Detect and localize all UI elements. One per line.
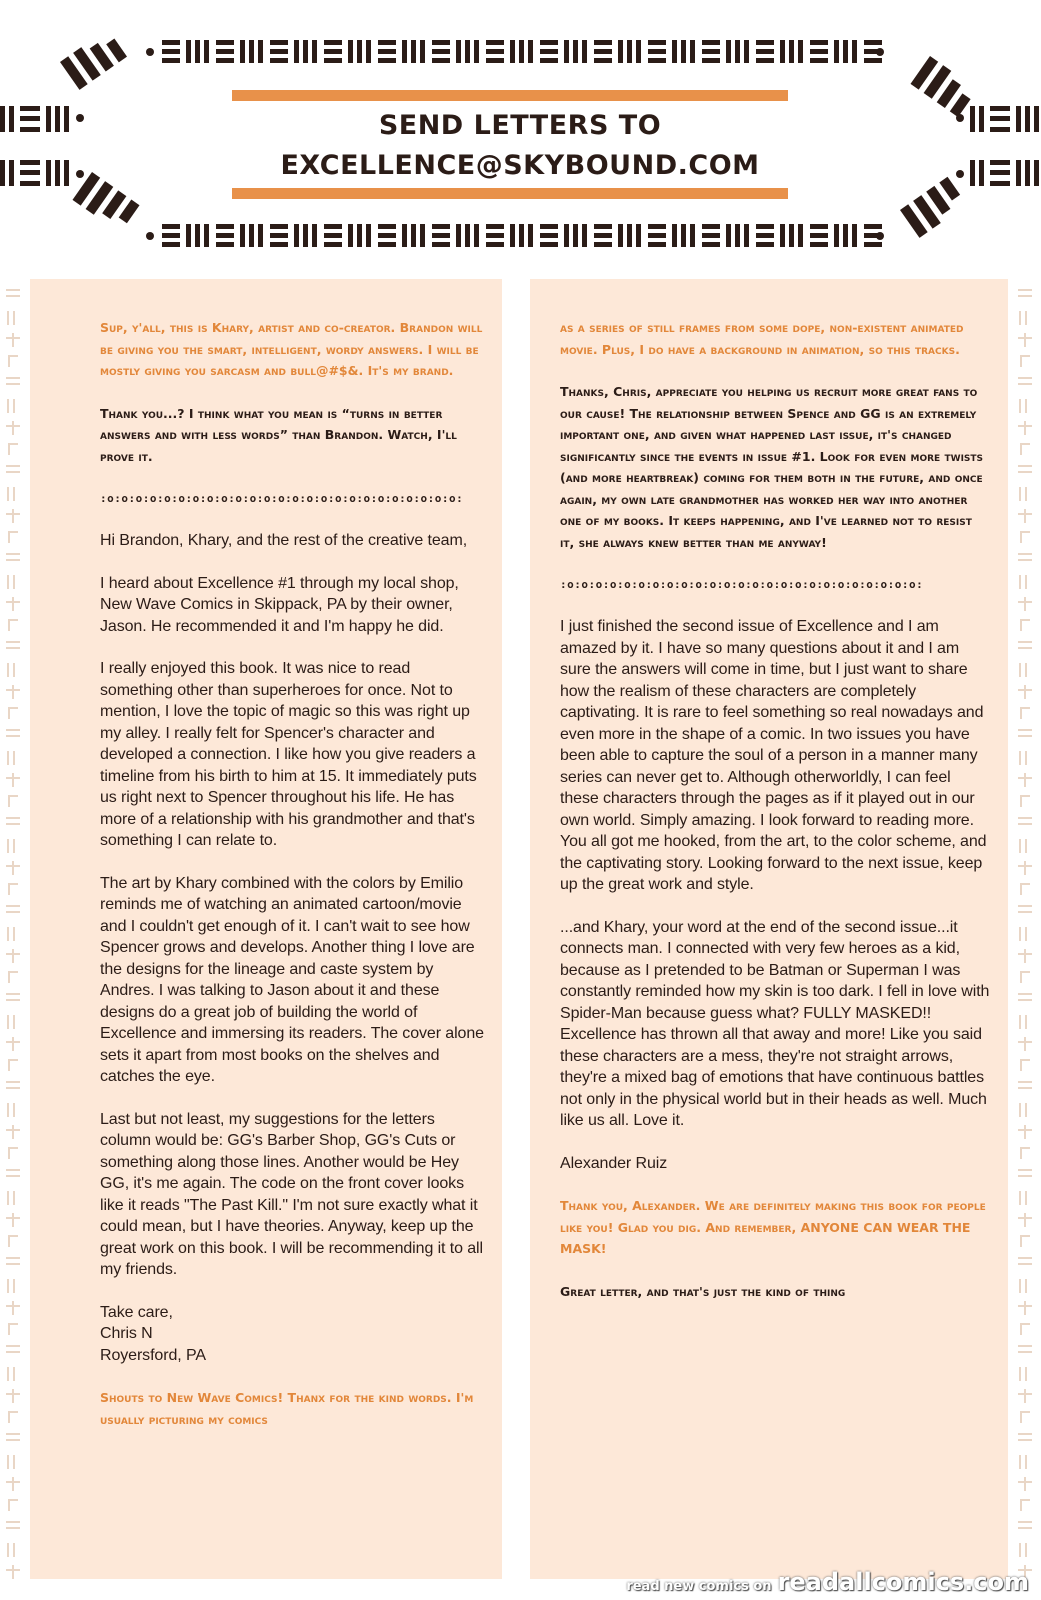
header-title (235, 106, 805, 186)
letter-author-location: Royersford, PA (100, 1346, 206, 1364)
khary-intro: Sup, y'all, this is Khary, artist and co-creator. Brandon will be giving you the smart, intelligent, wordy answers. I will be mostly giving you sarcasm and bull@#$&. It's my brand. (100, 320, 483, 378)
left-lower-diagonal (72, 172, 139, 233)
orange-bar-top (232, 90, 788, 101)
letter-paragraph: Last but not least, my suggestions for the letters column would be: GG's Barber Shop, GG's Cuts or something along those lines. Another would be Hey GG, it's me again. The code on the front cover looks like it reads "The Past Kill." I'm not sure exactly what it could mean, but I have theories. Anyway, keep up the great work on this book. I will be recommending it to all my friends. (100, 1110, 483, 1278)
letter-author-name: Alexander Ruiz (560, 1154, 668, 1172)
right-glyph-strip (1012, 279, 1038, 1579)
khary-reply: Thank you, Alexander. We are definitely making this book for people like you! Glad you dig. And remember, ANYONE CAN WEAR THE MASK! (560, 1198, 986, 1256)
brandon-reply: Thanks, Chris, appreciate you helping us recruit more great fans to our cause! The relationship between Spence and GG is an extremely important one, and given what happened last issue, it's changed significantly since the events in issue #1. Look for even more twists (and more heartbreak) coming for them both in the future, and once again, my own late grandmother has worked her way into another one of my books. It keeps happening, and I've learned not to resist it, she always knew better than me anyway! (560, 384, 984, 550)
left-glyph-strip (0, 279, 26, 1579)
letter-paragraph: I really enjoyed this book. It was nice to read something other than superheroes for once. Not to mention, I love the topic of magic so this was right up my alley. I really felt for Spencer's character and developed a connection. I like how you give readers a timeline from his birth to him at 15. It immediately puts us right next to Spencer throughout his life. He has more of a relationship with his grandmother and that's something I can relate to. (100, 660, 477, 849)
top-glyph-bar (162, 40, 882, 63)
watermark-site-name: readallcomics.com (777, 1568, 1029, 1596)
site-watermark (626, 1568, 1029, 1596)
khary-reply-continued: as a series of still frames from some dope, non-existent animated movie. Plus, I do have a background in animation, so this tracks. (560, 320, 964, 357)
letter-greeting: Hi Brandon, Khary, and the rest of the creative team, (100, 532, 468, 549)
section-divider: :o:o:o:o:o:o:o:o:o:o:o:o:o:o:o:o:o:o:o:o:o:o:o:o:o: (560, 578, 924, 591)
left-column (30, 279, 502, 1579)
left-side-glyphs-upper (0, 106, 84, 132)
watermark-small-text: read new comics on (626, 1579, 772, 1594)
letter-author-name: Chris N (100, 1325, 153, 1342)
letter-signoff: Take care, (100, 1303, 173, 1321)
section-divider: :o:o:o:o:o:o:o:o:o:o:o:o:o:o:o:o:o:o:o:o:o:o:o:o:o: (100, 492, 464, 505)
header-email: EXCELLENCE@SKYBOUND.COM (280, 150, 760, 181)
right-side-glyphs-upper (956, 106, 1039, 132)
khary-reply-start: Shouts to New Wave Comics! Thanx for the kind words. I'm usually picturing my comics (100, 1390, 474, 1427)
orange-bar-bottom (232, 188, 788, 199)
right-side-glyphs-lower (956, 160, 1039, 186)
left-upper-diagonal (60, 29, 127, 90)
brandon-intro-reply: Thank you...? I think what you mean is “turns in better answers and with less words” than Brandon. Watch, I'll prove it. (100, 405, 457, 464)
left-side-glyphs-lower (0, 160, 84, 186)
letter-paragraph: The art by Khary combined with the colors by Emilio reminds me of watching an animated cartoon/movie and I couldn't get enough of it. I can't wait to see how Spencer grows and develops. Another thing I love are the designs for the lineage and caste system by Andres. I was talking to Jason about it and these designs do a great job of building the world of Excellence and immersing its readers. The cover alone sets it apart from most books on the shelves and catches the eye. (100, 874, 484, 1085)
letter-paragraph: ...and Khary, your word at the end of the second issue...it connects man. I connected with very few heroes as a kid, because as I pretended to be Batman or Superman I was constantly reminded how my skin is too dark. I fell in love with Spider-Man because guess what? FULLY MASKED!! Excellence has thrown all that away and more! Like you said these characters are a mess, they're not straight arrows, they're a mixed bag of emotions that have continuous battles not only in the physical world but in their heads as well. Much like us all. Love it. (560, 918, 990, 1129)
letter-paragraph: I just finished the second issue of Excellence and I am amazed by it. I have so many questions about it and I am sure the answers will come in time, but I just want to share how the realism of these characters are completely captivating. It is rare to feel something so real nowadays and even more in the shape of a comic. In two issues you have been able to capture the soul of a person in a manner many series can never get to. Although otherworldly, I can feel these characters through the pages as if it played out in our own world. Simply amazing. I look forward to reading more. You all got me hooked, from the art, to the color scheme, and the captivating story. Looking forward to the next issue, keep up the great work and style. (560, 618, 987, 893)
right-upper-diagonal (910, 56, 977, 117)
letters-header (0, 0, 1041, 270)
right-column (530, 279, 1008, 1579)
brandon-reply-start: Great letter, and that's just the kind of thing (560, 1283, 846, 1299)
bottom-glyph-bar (162, 224, 882, 247)
right-lower-diagonal (900, 177, 967, 238)
letter-paragraph: I heard about Excellence #1 through my local shop, New Wave Comics in Skippack, PA by their owner, Jason. He recommended it and I'm happy he did. (100, 574, 459, 635)
header-title-line1: SEND LETTERS TO (378, 110, 662, 141)
